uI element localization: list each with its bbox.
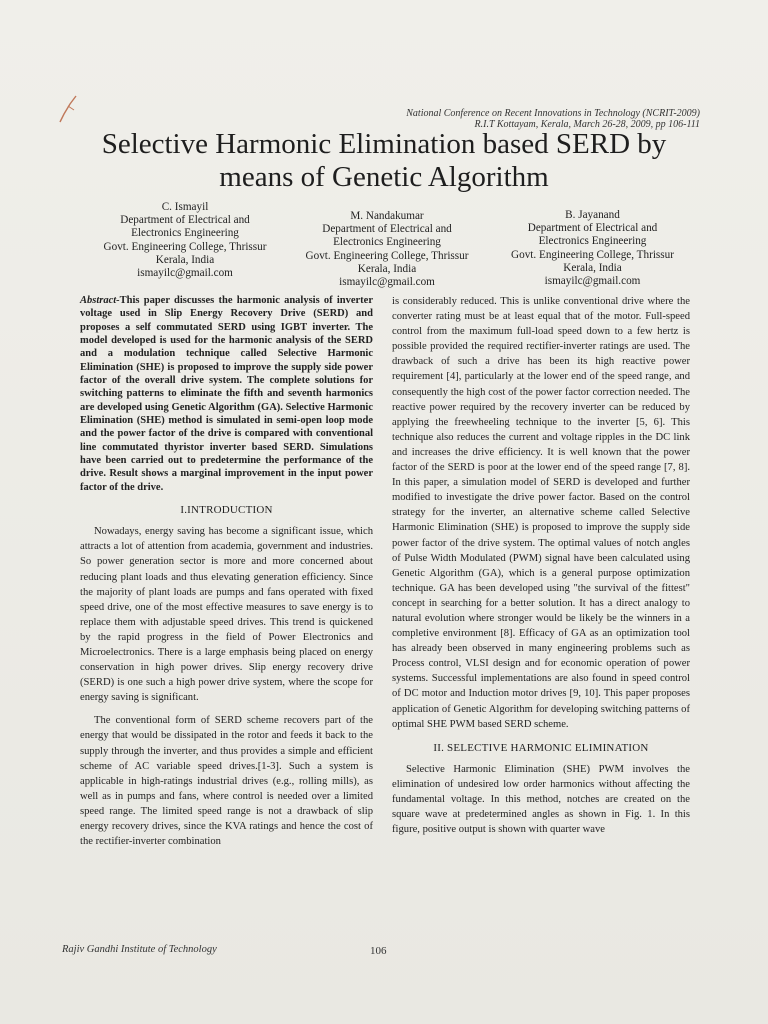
title-line-1: Selective Harmonic Elimination based SERD by xyxy=(101,128,667,160)
author-dept: Electronics Engineering xyxy=(333,236,441,249)
left-column xyxy=(80,294,373,849)
right-column xyxy=(392,294,690,837)
intro-paragraph-2: The conventional form of SERD scheme recovers part of the energy that would be dissipated in the rotor and feeds it back to the supply through the inverter, and thus provides a simple and efficient scheme of AC variable speed drives.[1-3]. Such a system is applicable in high-ratings industrial drives (e.g., rolling mills), as well as in pumps and fans, where control is needed over a limited speed range. The limited speed range is not a drawback of slip energy recovery drives, since the KVA ratings and hence the cost of the rectifier-inverter combination xyxy=(80,715,373,848)
title-line-2: means of Genetic Algorithm xyxy=(219,161,549,193)
author-block-1 xyxy=(80,201,290,280)
section-heading-introduction: I.INTRODUCTION xyxy=(180,504,273,517)
abstract xyxy=(80,294,373,494)
right-paragraph-1: is considerably reduced. This is unlike conventional drive where the converter rating must be at least equal that of the motor. Full-speed control from the maximum full-load speed down to a few hertz is possible provided the required rectifier-inverter ratings are used. The drawback of such a drive has been its high reactive power requirement [4], particularly at the lower end of the speed range, and consequently the high cost of the power factor correction needed. The reactive power required by the recovery inverter can be reduced by applying the freewheeling technique to the inverter [5, 6]. This technique also reduces the current and voltage ripples in the DC link and increases the drive efficiency. It is well known that the power factor of the SERD is poor at the lower end of the speed range [7, 8]. In this paper, a simulation model of SERD is developed and further modified to investigate the drive power factor. Based on the control strategy for the inverter, an alternative scheme called Selective Harmonic Elimination (SHE) is proposed to improve the supply side power factor of the drive system. The optimal values of notch angles of Pulse Width Modulated (PWM) signal have been calculated using Genetic Algorithm (GA), which is a general purpose optimization technique. GA has been developed using "the survival of the fittest" concept in searching for a better solution. It has a direct analogy to natural evolution where stronger would be likely be the winners in a completive environment [8]. Efficacy of GA as an optimization tool has already been observed in many engineering problems such as Process control, VLSI design and for economic operation of power systems. Successful implementations are also found in speed control of DC motor and Induction motor drives [9, 10]. This paper proposes application of Genetic Algorithm for developing switching patterns of optimal SHE PWM based SERD scheme. xyxy=(392,296,690,730)
abstract-lead: Abstract- xyxy=(80,295,120,306)
scan-mark-icon xyxy=(46,92,86,132)
author-name: M. Nandakumar xyxy=(350,210,424,222)
abstract-text: This paper discusses the harmonic analysis of inverter voltage used in Slip Energy Recovery Drive (SERD) and proposes a self commutated SERD using IGBT inverter. The model developed is used for the harmonic analysis of the SERD and a modulation technique called Selective Harmonic Elimination (SHE) is proposed to improve the supply side power factor of the overall drive system. The complete solutions for switching patterns to eliminate the fifth and seventh harmonics are developed using Genetic Algorithm (GA). Selective Harmonic Elimination (SHE) method is simulated in semi-open loop mode and the power factor of the drive is compared with conventional line commutated thyristor inverter based SERD. Simulations have been carried out to predetermine the performance of the drive. Result shows a marginal improvement in the input power factor of the drive. xyxy=(80,295,373,493)
author-college: Govt. Engineering College, Thrissur xyxy=(511,248,674,261)
author-place: Kerala, India xyxy=(155,253,215,266)
author-dept: Electronics Engineering xyxy=(131,227,239,240)
author-college: Govt. Engineering College, Thrissur xyxy=(103,240,267,253)
author-place: Kerala, India xyxy=(563,261,622,274)
author-email: ismayilc@gmail.com xyxy=(339,276,435,289)
intro-paragraph-1: Nowadays, energy saving has become a significant issue, which attracts a lot of attention from academia, government and industries. So power generation sector is more and more concerned about reducing plant loads and thus elevating generation efficiency. Since the majority of plant loads are pumps and fans operated with fixed speed drive, one of the most effective measures to save energy is to replace them with adjustable speed drives. This trend is quickened by the rapid progress in the field of Power Electronics and Microelectronics. There is a large emphasis being placed on energy conservation in high power drives. Slip energy recovery drive (SERD) is one such a high power drive system, where the scope for energy saving is significant. xyxy=(80,526,373,704)
she-paragraph-1: Selective Harmonic Elimination (SHE) PWM involves the elimination of undesired low order harmonics without affecting the fundamental voltage. In this method, notches are created on the square wave at predetermined angles as shown in Fig. 1. In this figure, positive output is shown with quarter wave xyxy=(392,763,690,836)
author-place: Kerala, India xyxy=(357,262,417,275)
paper-title xyxy=(0,128,768,194)
author-dept: Department of Electrical and xyxy=(527,222,658,235)
author-block-2 xyxy=(287,210,487,289)
conference-line-2: R.I.T Kottayam, Kerala, March 26-28, 2009, pp 106-111 xyxy=(474,119,700,130)
author-dept: Department of Electrical and xyxy=(120,214,250,227)
section-heading-she: II. SELECTIVE HARMONIC ELIMINATION xyxy=(433,741,649,754)
author-dept: Electronics Engineering xyxy=(538,235,647,248)
author-name: B. Jayanand xyxy=(565,209,620,221)
conference-line-1: National Conference on Recent Innovations in Technology (NCRIT-2009) xyxy=(406,108,700,119)
footer-institute: Rajiv Gandhi Institute of Technology xyxy=(62,944,217,955)
author-email: ismayilc@gmail.com xyxy=(544,275,641,288)
author-block-3 xyxy=(490,209,695,288)
author-name: C. Ismayil xyxy=(161,201,209,213)
author-college: Govt. Engineering College, Thrissur xyxy=(305,249,469,262)
page-number: 106 xyxy=(370,945,387,957)
author-dept: Department of Electrical and xyxy=(322,223,452,236)
conference-header xyxy=(406,108,700,130)
author-email: ismayilc@gmail.com xyxy=(137,267,233,280)
